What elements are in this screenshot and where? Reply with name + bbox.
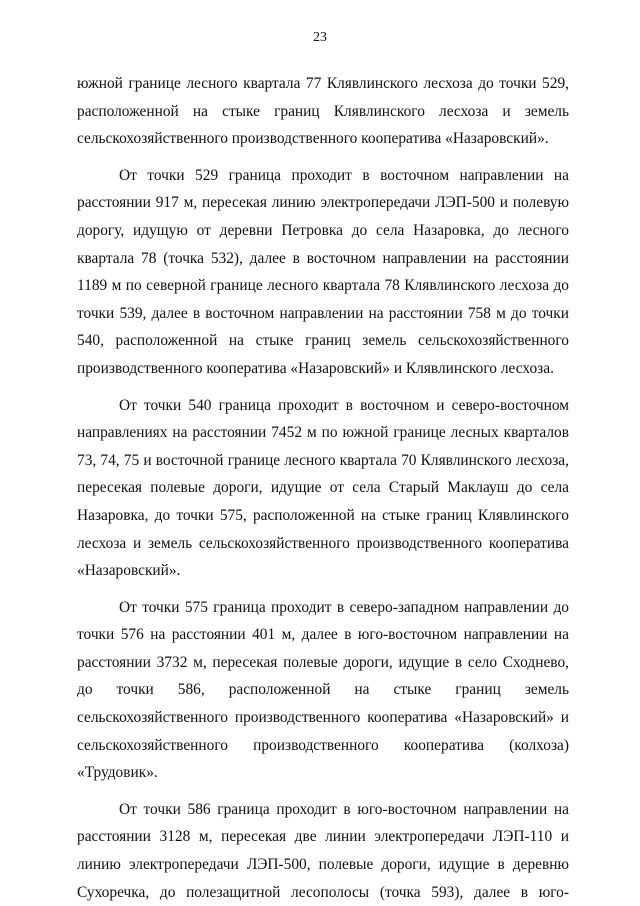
text-line: точки 539, далее в восточном направлении на расстоянии 758 м до точки <box>77 304 569 322</box>
text-line: расположенной на стыке границ Клявлинского лесхоза и земель <box>77 102 569 120</box>
text-line: точки 576 на расстоянии 401 м, далее в юго-восточном направлении на <box>77 626 569 644</box>
text-line: производственного кооператива «Назаровский» и Клявлинского лесхоза. <box>77 359 554 377</box>
text-line: Сухоречка, до полезащитной лесополосы (точка 593), далее в юго- <box>77 883 569 901</box>
document-body <box>77 70 569 906</box>
text-line: линию электропередачи ЛЭП-500, полевые дороги, идущие в деревню <box>77 856 569 874</box>
paragraph <box>77 594 569 787</box>
paragraph <box>77 796 569 906</box>
text-line: «Трудовик». <box>77 764 158 782</box>
paragraph <box>77 162 569 383</box>
text-line: сельскохозяйственного производственного кооператива «Назаровский» и <box>77 709 569 727</box>
page-number: 23 <box>313 30 327 45</box>
text-line: пересекая полевые дороги, идущие от села Старый Маклауш до села <box>77 479 569 497</box>
text-line: лесхоза и земель сельскохозяйственного производственного кооператива <box>77 534 569 552</box>
text-line: От точки 540 граница проходит в восточном и северо-восточном <box>119 396 569 414</box>
paragraph <box>77 392 569 585</box>
text-line: направлениях на расстоянии 7452 м по южной границе лесных кварталов <box>77 424 569 442</box>
text-line: расстоянии 3732 м, пересекая полевые дороги, идущие в село Сходнево, <box>77 653 569 671</box>
text-line: квартала 78 (точка 532), далее в восточном направлении на расстоянии <box>77 249 569 267</box>
text-line: южной границе лесного квартала 77 Клявлинского лесхоза до точки 529, <box>77 75 569 92</box>
text-line: От точки 575 граница проходит в северо-западном направлении до <box>119 598 569 616</box>
text-line: расстоянии 3128 м, пересекая две линии электропередачи ЛЭП-110 и <box>77 828 569 846</box>
text-line: 540, расположенной на стыке границ земель сельскохозяйственного <box>77 332 569 350</box>
text-line: 73, 74, 75 и восточной границе лесного квартала 70 Клявлинского лесхоза, <box>77 451 569 469</box>
text-line: От точки 529 граница проходит в восточном направлении на <box>119 166 569 184</box>
text-line: дорогу, идущую от деревни Петровка до села Назаровка, до лесного <box>77 221 569 239</box>
text-line: От точки 586 граница проходит в юго-восточном направлении на <box>119 800 569 818</box>
text-line: сельскохозяйственного производственного кооператива «Назаровский». <box>77 130 549 148</box>
text-line: 1189 м по северной границе лесного квартала 78 Клявлинского лесхоза до <box>77 277 569 295</box>
text-line: «Назаровский». <box>77 562 181 580</box>
text-line: Назаровка, до точки 575, расположенной на стыке границ Клявлинского <box>77 506 569 524</box>
text-line: сельскохозяйственного производственного кооператива (колхоза) <box>77 736 569 754</box>
paragraph <box>77 70 569 153</box>
text-line: расстоянии 917 м, пересекая линию электропередачи ЛЭП-500 и полевую <box>77 194 569 212</box>
text-line: до точки 586, расположенной на стыке границ земель <box>77 681 569 699</box>
